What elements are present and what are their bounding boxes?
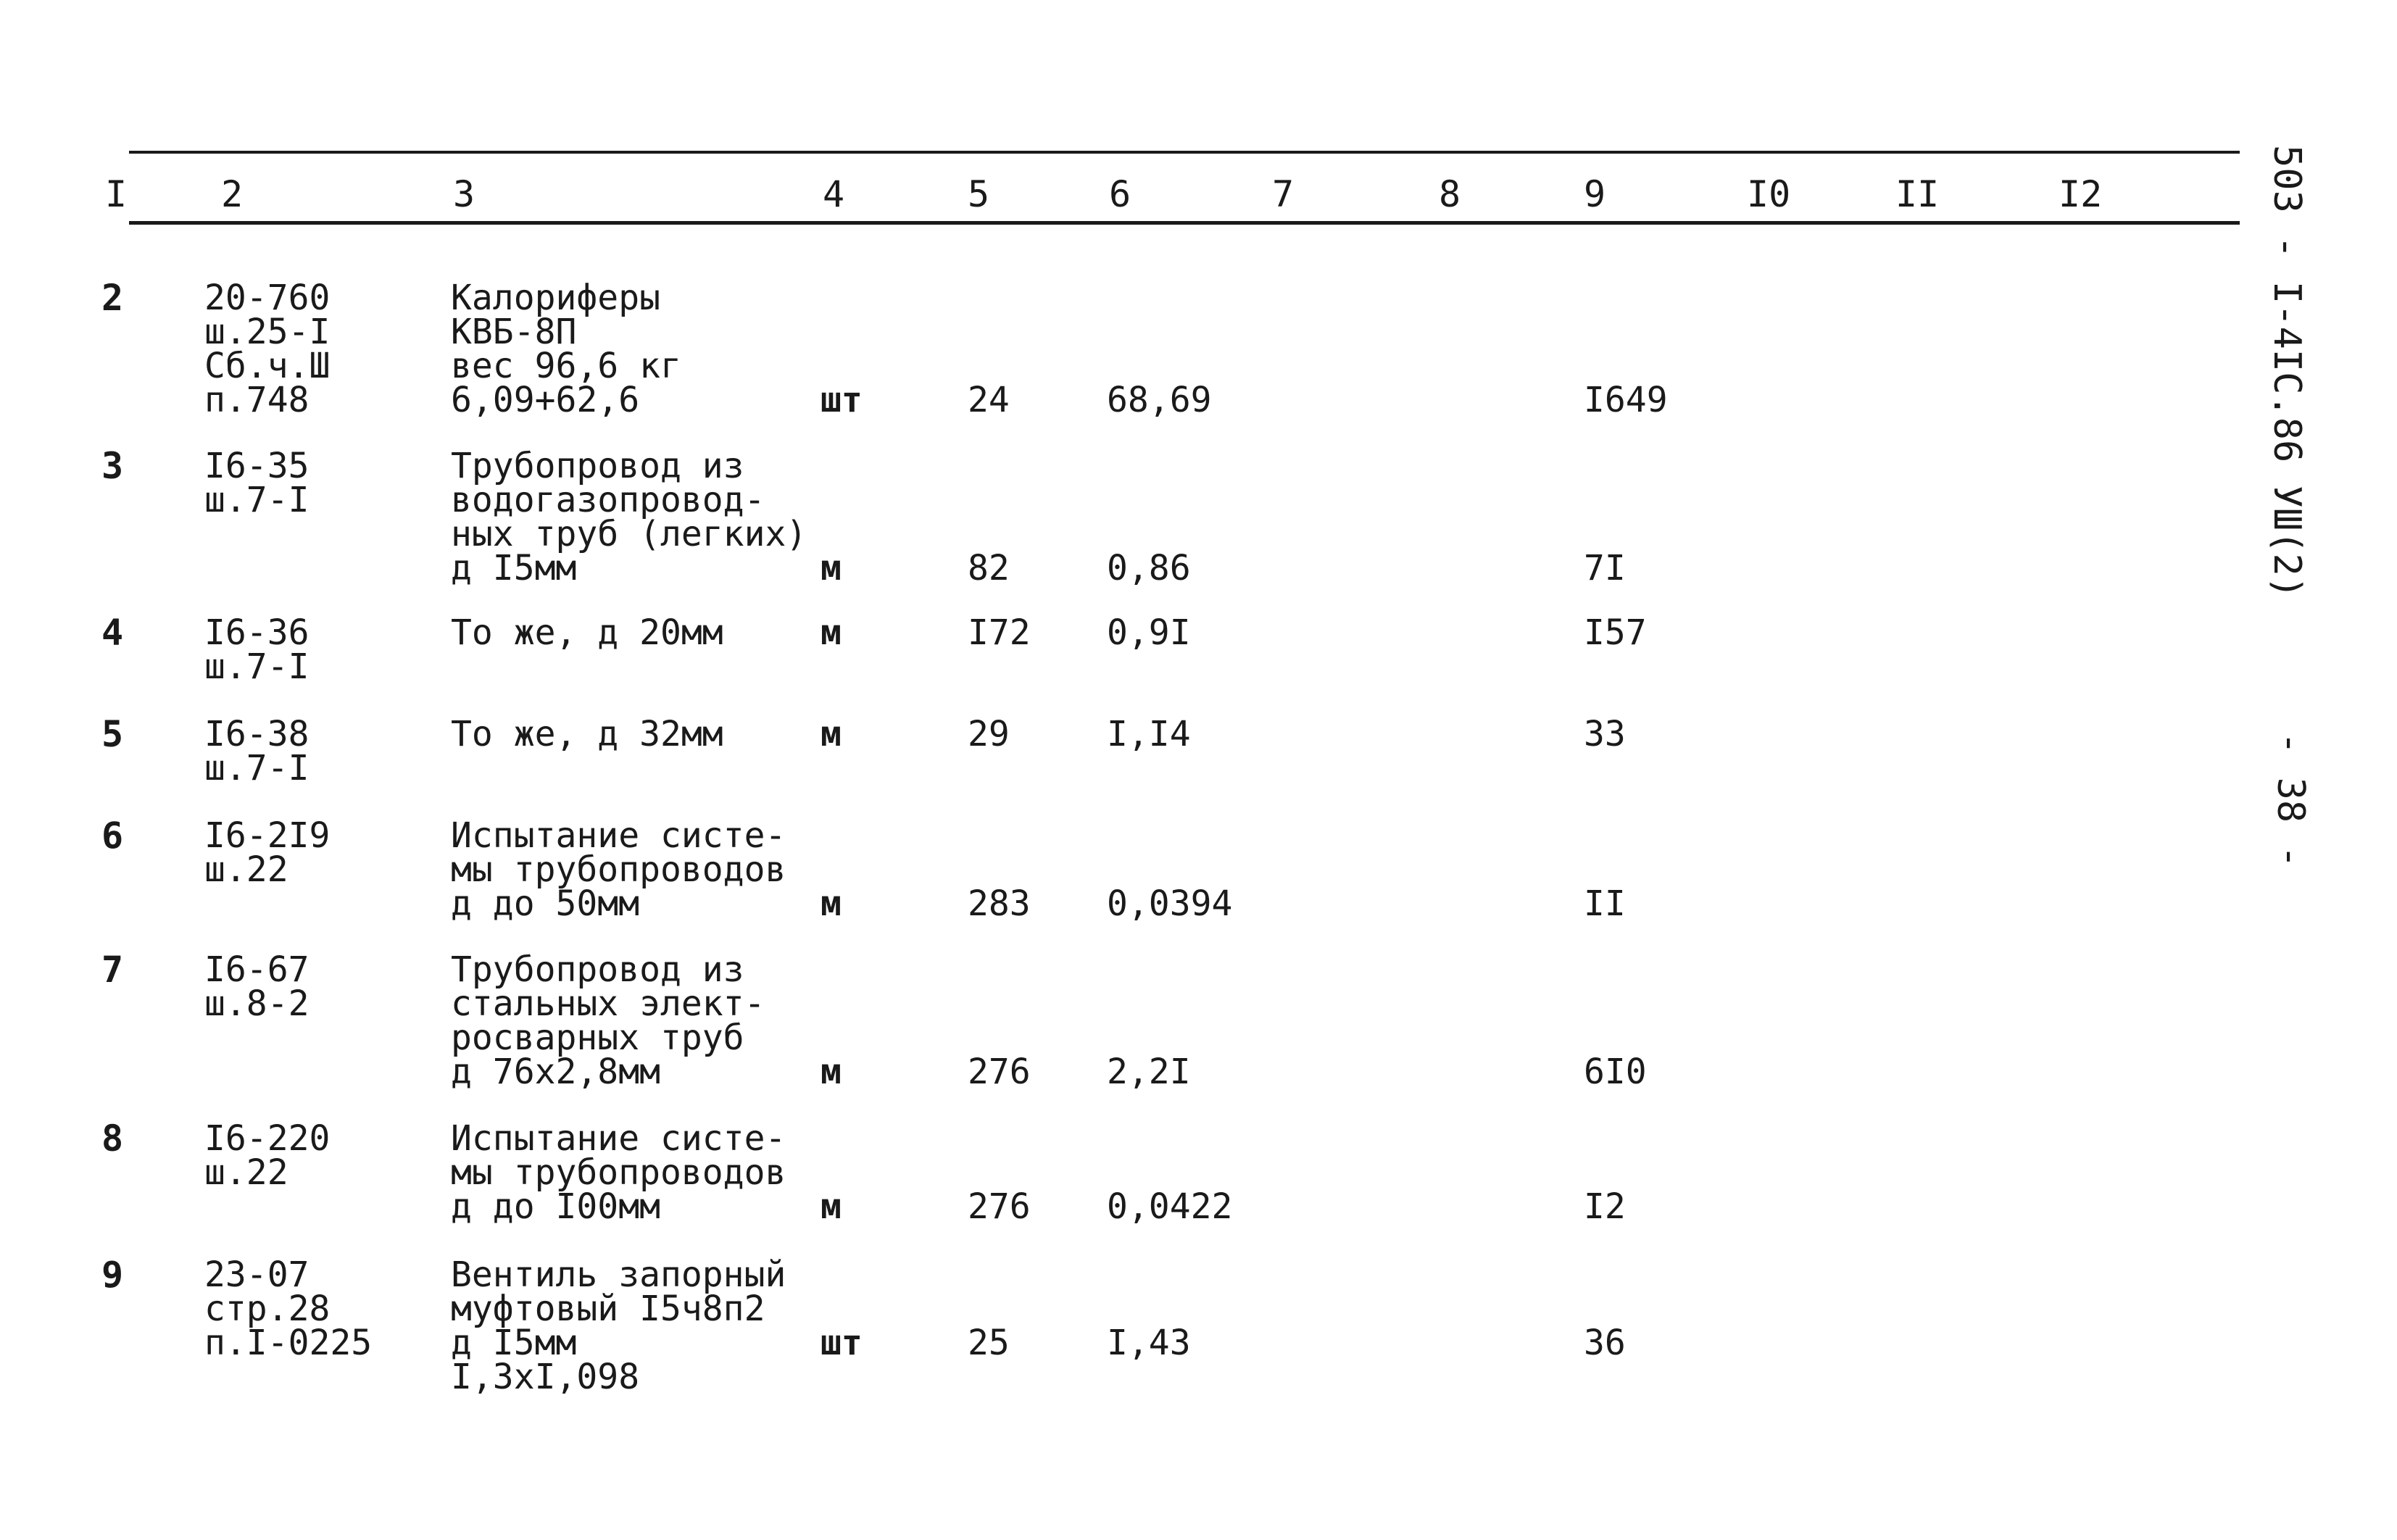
work-name: Испытание систе- мы трубопроводов д до 50мм bbox=[451, 815, 786, 924]
column-header-12: I2 bbox=[2059, 173, 2103, 215]
unit-price: I,I4 bbox=[1107, 714, 1191, 754]
unit: м bbox=[821, 1186, 842, 1227]
column-header-3: 3 bbox=[453, 173, 475, 215]
row-number: 7 bbox=[101, 949, 124, 991]
document-code: 503 - I-4IC.86 УШ(2) bbox=[2265, 145, 2309, 599]
unit-price: 0,0422 bbox=[1107, 1186, 1233, 1227]
column-header-5: 5 bbox=[968, 173, 990, 215]
norm-code: I6-38 ш.7-I bbox=[204, 714, 310, 788]
quantity: 29 bbox=[968, 714, 1010, 754]
column-header-1: I bbox=[105, 173, 128, 215]
unit: м bbox=[821, 548, 842, 588]
column-header-8: 8 bbox=[1439, 173, 1461, 215]
quantity: 24 bbox=[968, 380, 1010, 420]
column-header-11: II bbox=[1895, 173, 1940, 215]
norm-code: I6-35 ш.7-I bbox=[204, 446, 310, 520]
total-cost: I2 bbox=[1584, 1186, 1626, 1227]
quantity: 283 bbox=[968, 883, 1031, 924]
norm-code: I6-67 ш.8-2 bbox=[204, 949, 310, 1024]
work-name: То же, д 20мм bbox=[451, 612, 723, 653]
page-number: - 38 - bbox=[2269, 732, 2312, 868]
unit-price: 0,9I bbox=[1107, 612, 1191, 653]
row-number: 8 bbox=[101, 1117, 124, 1160]
work-name: Калориферы КВБ-8П вес 96,6 кг 6,09+62,6 bbox=[451, 278, 681, 420]
unit: м bbox=[821, 883, 842, 924]
unit: шт bbox=[821, 1323, 863, 1363]
unit: шт bbox=[821, 380, 863, 420]
column-header-6: 6 bbox=[1109, 173, 1131, 215]
unit-price: 2,2I bbox=[1107, 1052, 1191, 1092]
norm-code: I6-36 ш.7-I bbox=[204, 612, 310, 687]
table-header-rule bbox=[129, 221, 2240, 225]
row-number: 9 bbox=[101, 1254, 124, 1296]
quantity: I72 bbox=[968, 612, 1031, 653]
quantity: 276 bbox=[968, 1052, 1031, 1092]
work-name: Трубопровод из стальных элект- росварных труб д 76х2,8мм bbox=[451, 949, 765, 1092]
work-name: Испытание систе- мы трубопроводов д до I00мм bbox=[451, 1118, 786, 1227]
column-header-7: 7 bbox=[1272, 173, 1295, 215]
quantity: 276 bbox=[968, 1186, 1031, 1227]
unit-price: I,43 bbox=[1107, 1323, 1191, 1363]
quantity: 82 bbox=[968, 548, 1010, 588]
row-number: 4 bbox=[101, 612, 124, 654]
column-header-10: I0 bbox=[1747, 173, 1791, 215]
row-number: 3 bbox=[101, 445, 124, 487]
work-name: То же, д 32мм bbox=[451, 714, 723, 754]
work-name: Вентиль запорный муфтовый I5ч8п2 д I5мм I,3хI,098 bbox=[451, 1254, 786, 1397]
quantity: 25 bbox=[968, 1323, 1010, 1363]
total-cost: 6I0 bbox=[1584, 1052, 1647, 1092]
column-header-9: 9 bbox=[1584, 173, 1606, 215]
total-cost: 33 bbox=[1584, 714, 1626, 754]
unit: м bbox=[821, 1052, 842, 1092]
total-cost: 7I bbox=[1584, 548, 1626, 588]
total-cost: I649 bbox=[1584, 380, 1668, 420]
unit-price: 68,69 bbox=[1107, 380, 1212, 420]
norm-code: I6-2I9 ш.22 bbox=[204, 815, 331, 890]
unit: м bbox=[821, 714, 842, 754]
unit: м bbox=[821, 612, 842, 653]
column-header-2: 2 bbox=[221, 173, 244, 215]
unit-price: 0,0394 bbox=[1107, 883, 1233, 924]
norm-code: 20-760 ш.25-I Сб.ч.Ш п.748 bbox=[204, 278, 331, 420]
unit-price: 0,86 bbox=[1107, 548, 1191, 588]
total-cost: 36 bbox=[1584, 1323, 1626, 1363]
table-top-rule bbox=[129, 151, 2240, 154]
norm-code: I6-220 ш.22 bbox=[204, 1118, 331, 1193]
row-number: 6 bbox=[101, 815, 124, 857]
row-number: 5 bbox=[101, 713, 124, 755]
norm-code: 23-07 стр.28 п.I-0225 bbox=[204, 1254, 373, 1363]
column-header-4: 4 bbox=[823, 173, 845, 215]
total-cost: I57 bbox=[1584, 612, 1647, 653]
row-number: 2 bbox=[101, 277, 124, 319]
work-name: Трубопровод из водогазопровод- ных труб (легких) д I5мм bbox=[451, 446, 807, 588]
total-cost: II bbox=[1584, 883, 1626, 924]
